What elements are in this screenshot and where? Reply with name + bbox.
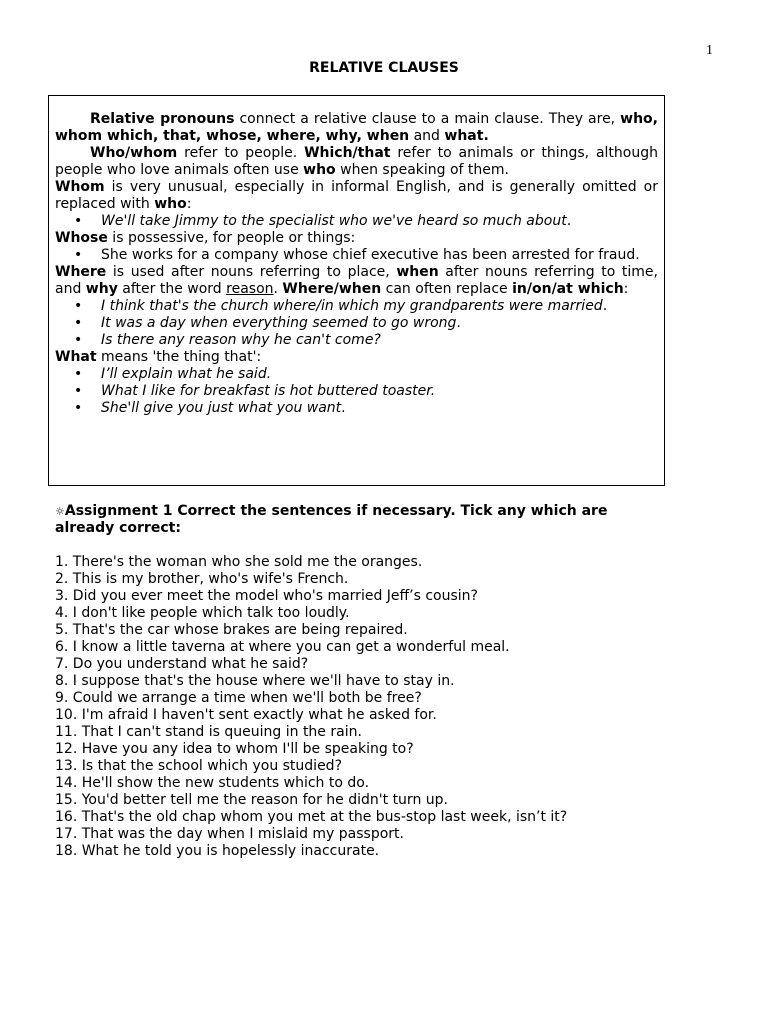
- bullet-icon: •: [74, 366, 83, 382]
- list-item: 18. What he told you is hopelessly inaccurate.: [55, 843, 380, 859]
- term: in/on/at which: [512, 281, 624, 297]
- bullet-icon: •: [74, 383, 83, 399]
- grammar-box-content: [55, 111, 658, 417]
- example-text: What I like for breakfast is hot buttered toaster.: [101, 383, 436, 399]
- text: :: [186, 196, 192, 212]
- assignment-title: Assignment 1 Correct the sentences if necessary. Tick any which are already correct:: [55, 503, 608, 536]
- list-item: 5. That's the car whose brakes are being repaired.: [55, 622, 408, 638]
- text: is possessive, for people or things:: [107, 230, 356, 246]
- text: and: [409, 128, 445, 144]
- example-text: It was a day when everything seemed to go wrong: [101, 315, 457, 331]
- list-item: 14. He'll show the new students which to do.: [55, 775, 370, 791]
- term: Whose: [55, 230, 108, 246]
- list-item: 4. I don't like people which talk too loudly.: [55, 605, 350, 621]
- list-item: 15. You'd better tell me the reason for he didn't turn up.: [55, 792, 448, 808]
- text: means 'the thing that':: [96, 349, 262, 365]
- list-item: [55, 298, 658, 315]
- text: after the word: [117, 281, 227, 297]
- list-item: 7. Do you understand what he said?: [55, 656, 309, 672]
- example-text: I’ll explain what he said.: [101, 366, 272, 382]
- list-item: 17. That was the day when I mislaid my passport.: [55, 826, 404, 842]
- term: when: [396, 264, 439, 280]
- term: Which/that: [304, 145, 391, 161]
- text: is used after nouns referring to place,: [106, 264, 397, 280]
- list-item: [55, 332, 658, 349]
- sun-icon: ☼: [55, 505, 65, 518]
- bullet-icon: •: [74, 298, 83, 314]
- text: can often replace: [381, 281, 513, 297]
- list-item: 10. I'm afraid I haven't sent exactly what he asked for.: [55, 707, 437, 723]
- list-item: [55, 366, 658, 383]
- list-item: 1. There's the woman who she sold me the oranges.: [55, 554, 423, 570]
- grammar-box: [48, 95, 665, 486]
- example-text: I think that's the church where/in which my grandparents were married: [101, 298, 603, 314]
- paragraph-relative-pronouns: [55, 111, 658, 145]
- list-item: [55, 400, 658, 417]
- bullet-icon: •: [74, 315, 83, 331]
- list-item: 3. Did you ever meet the model who's married Jeff’s cousin?: [55, 588, 478, 604]
- text: connect a relative clause to a main clause. They are,: [234, 111, 621, 127]
- example-end: .: [566, 213, 572, 229]
- term: who, whom which, that, whose, where, why, when: [55, 111, 658, 144]
- paragraph-what: [55, 349, 658, 366]
- example-text: She'll give you just what you want: [101, 400, 342, 416]
- term: Where: [55, 264, 107, 280]
- paragraph-where-when-why: [55, 264, 658, 298]
- text: when speaking of them.: [335, 162, 509, 178]
- list-item: [55, 315, 658, 332]
- example-text: Is there any reason why he can't come?: [101, 332, 381, 348]
- text: is very unusual, especially in informal English, and is generally omitted or replaced with: [55, 179, 658, 212]
- underlined-word: reason: [226, 281, 274, 297]
- text: refer to people.: [177, 145, 305, 161]
- term: Who/whom: [90, 145, 178, 161]
- example-text: We'll take Jimmy to the specialist who we've heard so much about: [101, 213, 567, 229]
- text: .: [273, 281, 283, 297]
- list-item: 6. I know a little taverna at where you can get a wonderful meal.: [55, 639, 510, 655]
- list-item: [55, 213, 658, 230]
- assignment-heading: [55, 503, 670, 537]
- example-list-where: [55, 298, 658, 349]
- bullet-icon: •: [74, 332, 83, 348]
- term: why: [85, 281, 118, 297]
- example-end: .: [456, 315, 461, 331]
- page-title: RELATIVE CLAUSES: [309, 60, 459, 76]
- list-item: 2. This is my brother, who's wife's French.: [55, 571, 349, 587]
- term: Relative pronouns: [90, 111, 235, 127]
- text: after nouns referring to time, and: [55, 264, 658, 297]
- example-end: .: [341, 400, 346, 416]
- example-text: She works for a company whose chief executive has been arrested for fraud.: [101, 247, 640, 263]
- text: :: [623, 281, 629, 297]
- list-item: 12. Have you any idea to whom I'll be speaking to?: [55, 741, 414, 757]
- list-item: [55, 247, 658, 264]
- term: Whom: [55, 179, 105, 195]
- paragraph-whom: [55, 179, 658, 213]
- example-end: .: [602, 298, 608, 314]
- list-item: [55, 383, 658, 400]
- list-item: 13. Is that the school which you studied?: [55, 758, 342, 774]
- term: What: [55, 349, 97, 365]
- bullet-icon: •: [74, 247, 83, 263]
- term: who: [303, 162, 336, 178]
- list-item: 9. Could we arrange a time when we'll both be free?: [55, 690, 422, 706]
- text: refer to animals or things, although people who love animals often use: [55, 145, 658, 178]
- paragraph-whose: [55, 230, 658, 247]
- term: Where/when: [282, 281, 382, 297]
- bullet-icon: •: [74, 213, 83, 229]
- exercise-list: [55, 554, 705, 860]
- term: what.: [444, 128, 489, 144]
- list-item: 11. That I can't stand is queuing in the rain.: [55, 724, 362, 740]
- bullet-icon: •: [74, 400, 83, 416]
- list-item: 16. That's the old chap whom you met at the bus-stop last week, isn’t it?: [55, 809, 568, 825]
- term: who: [154, 196, 187, 212]
- page-number: 1: [706, 43, 713, 58]
- example-list-what: [55, 366, 658, 417]
- paragraph-who-whom: [55, 145, 658, 179]
- list-item: 8. I suppose that's the house where we'll have to stay in.: [55, 673, 455, 689]
- example-list-whose: [55, 247, 658, 264]
- example-list-whom: [55, 213, 658, 230]
